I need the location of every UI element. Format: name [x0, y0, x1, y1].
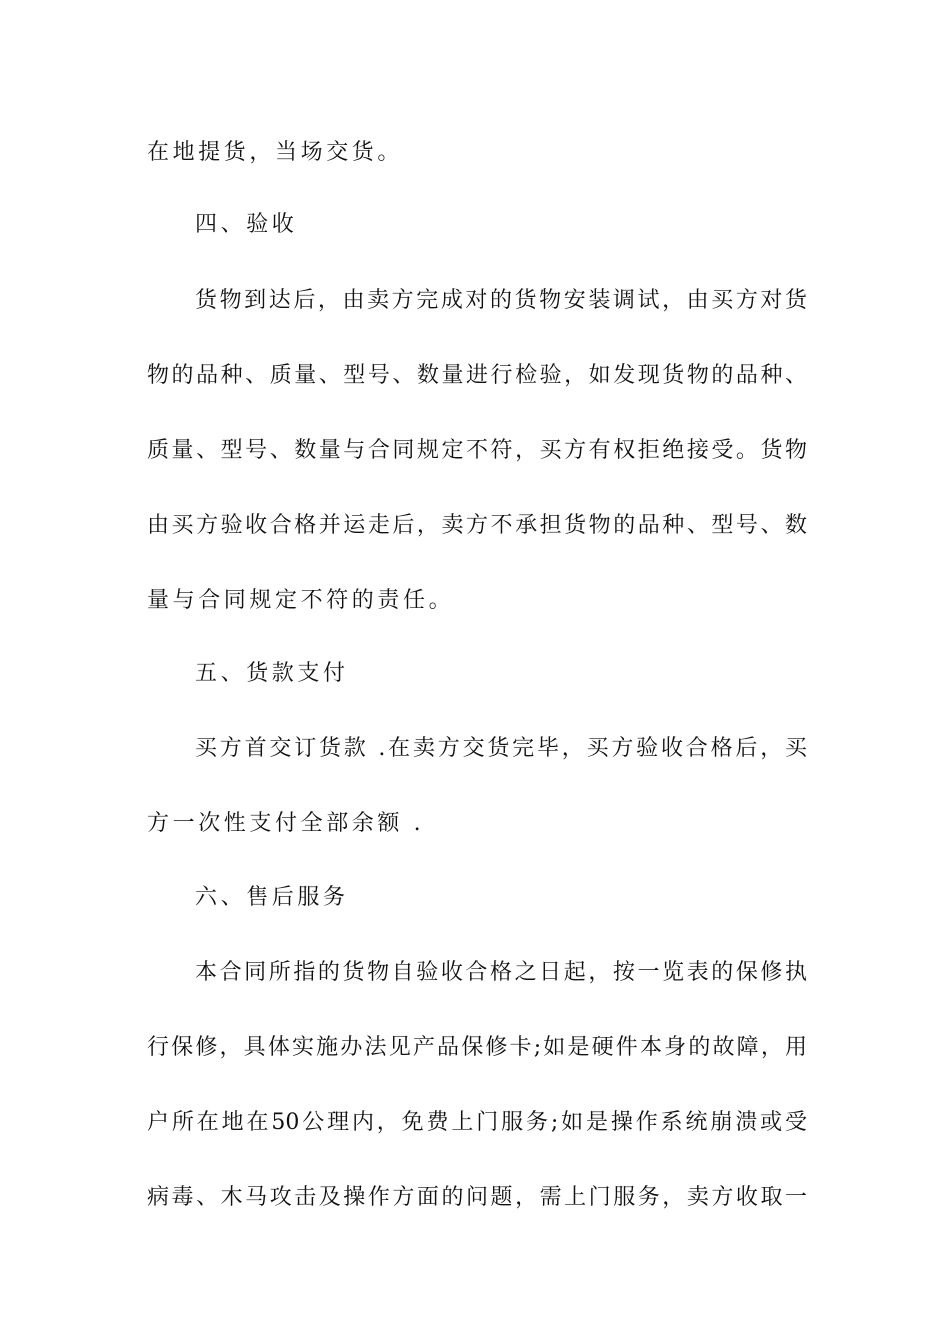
paragraph-line: 行保修，具体实施办法见产品保修卡;如是硬件本身的故障，用 — [147, 1035, 807, 1060]
paragraph-line: 物的品种、质量、型号、数量进行检验，如发现货物的品种、 — [147, 363, 807, 388]
paragraph-line: 在地提货，当场交货。 — [147, 140, 404, 165]
section-heading-acceptance: 四、验收 — [195, 212, 298, 237]
paragraph-line: 量与合同规定不符的责任。 — [147, 588, 455, 613]
paragraph-line: 本合同所指的货物自验收合格之日起，按一览表的保修执 — [195, 960, 807, 985]
paragraph-line: 方一次性支付全部余额 . — [147, 811, 425, 836]
section-heading-after-sales: 六、售后服务 — [195, 885, 349, 910]
section-heading-payment: 五、货款支付 — [195, 661, 349, 686]
paragraph-line: 由买方验收合格并运走后，卖方不承担货物的品种、型号、数 — [147, 513, 807, 538]
paragraph-line: 质量、型号、数量与合同规定不符，买方有权拒绝接受。货物 — [147, 438, 807, 463]
paragraph-line: 病毒、木马攻击及操作方面的问题，需上门服务，卖方收取一 — [147, 1185, 807, 1210]
paragraph-line: 买方首交订货款 .在卖方交货完毕，买方验收合格后，买 — [195, 736, 807, 761]
paragraph-line: 货物到达后，由卖方完成对的货物安装调试，由买方对货 — [195, 288, 807, 313]
paragraph-line: 户所在地在50公理内，免费上门服务;如是操作系统崩溃或受 — [147, 1110, 807, 1135]
